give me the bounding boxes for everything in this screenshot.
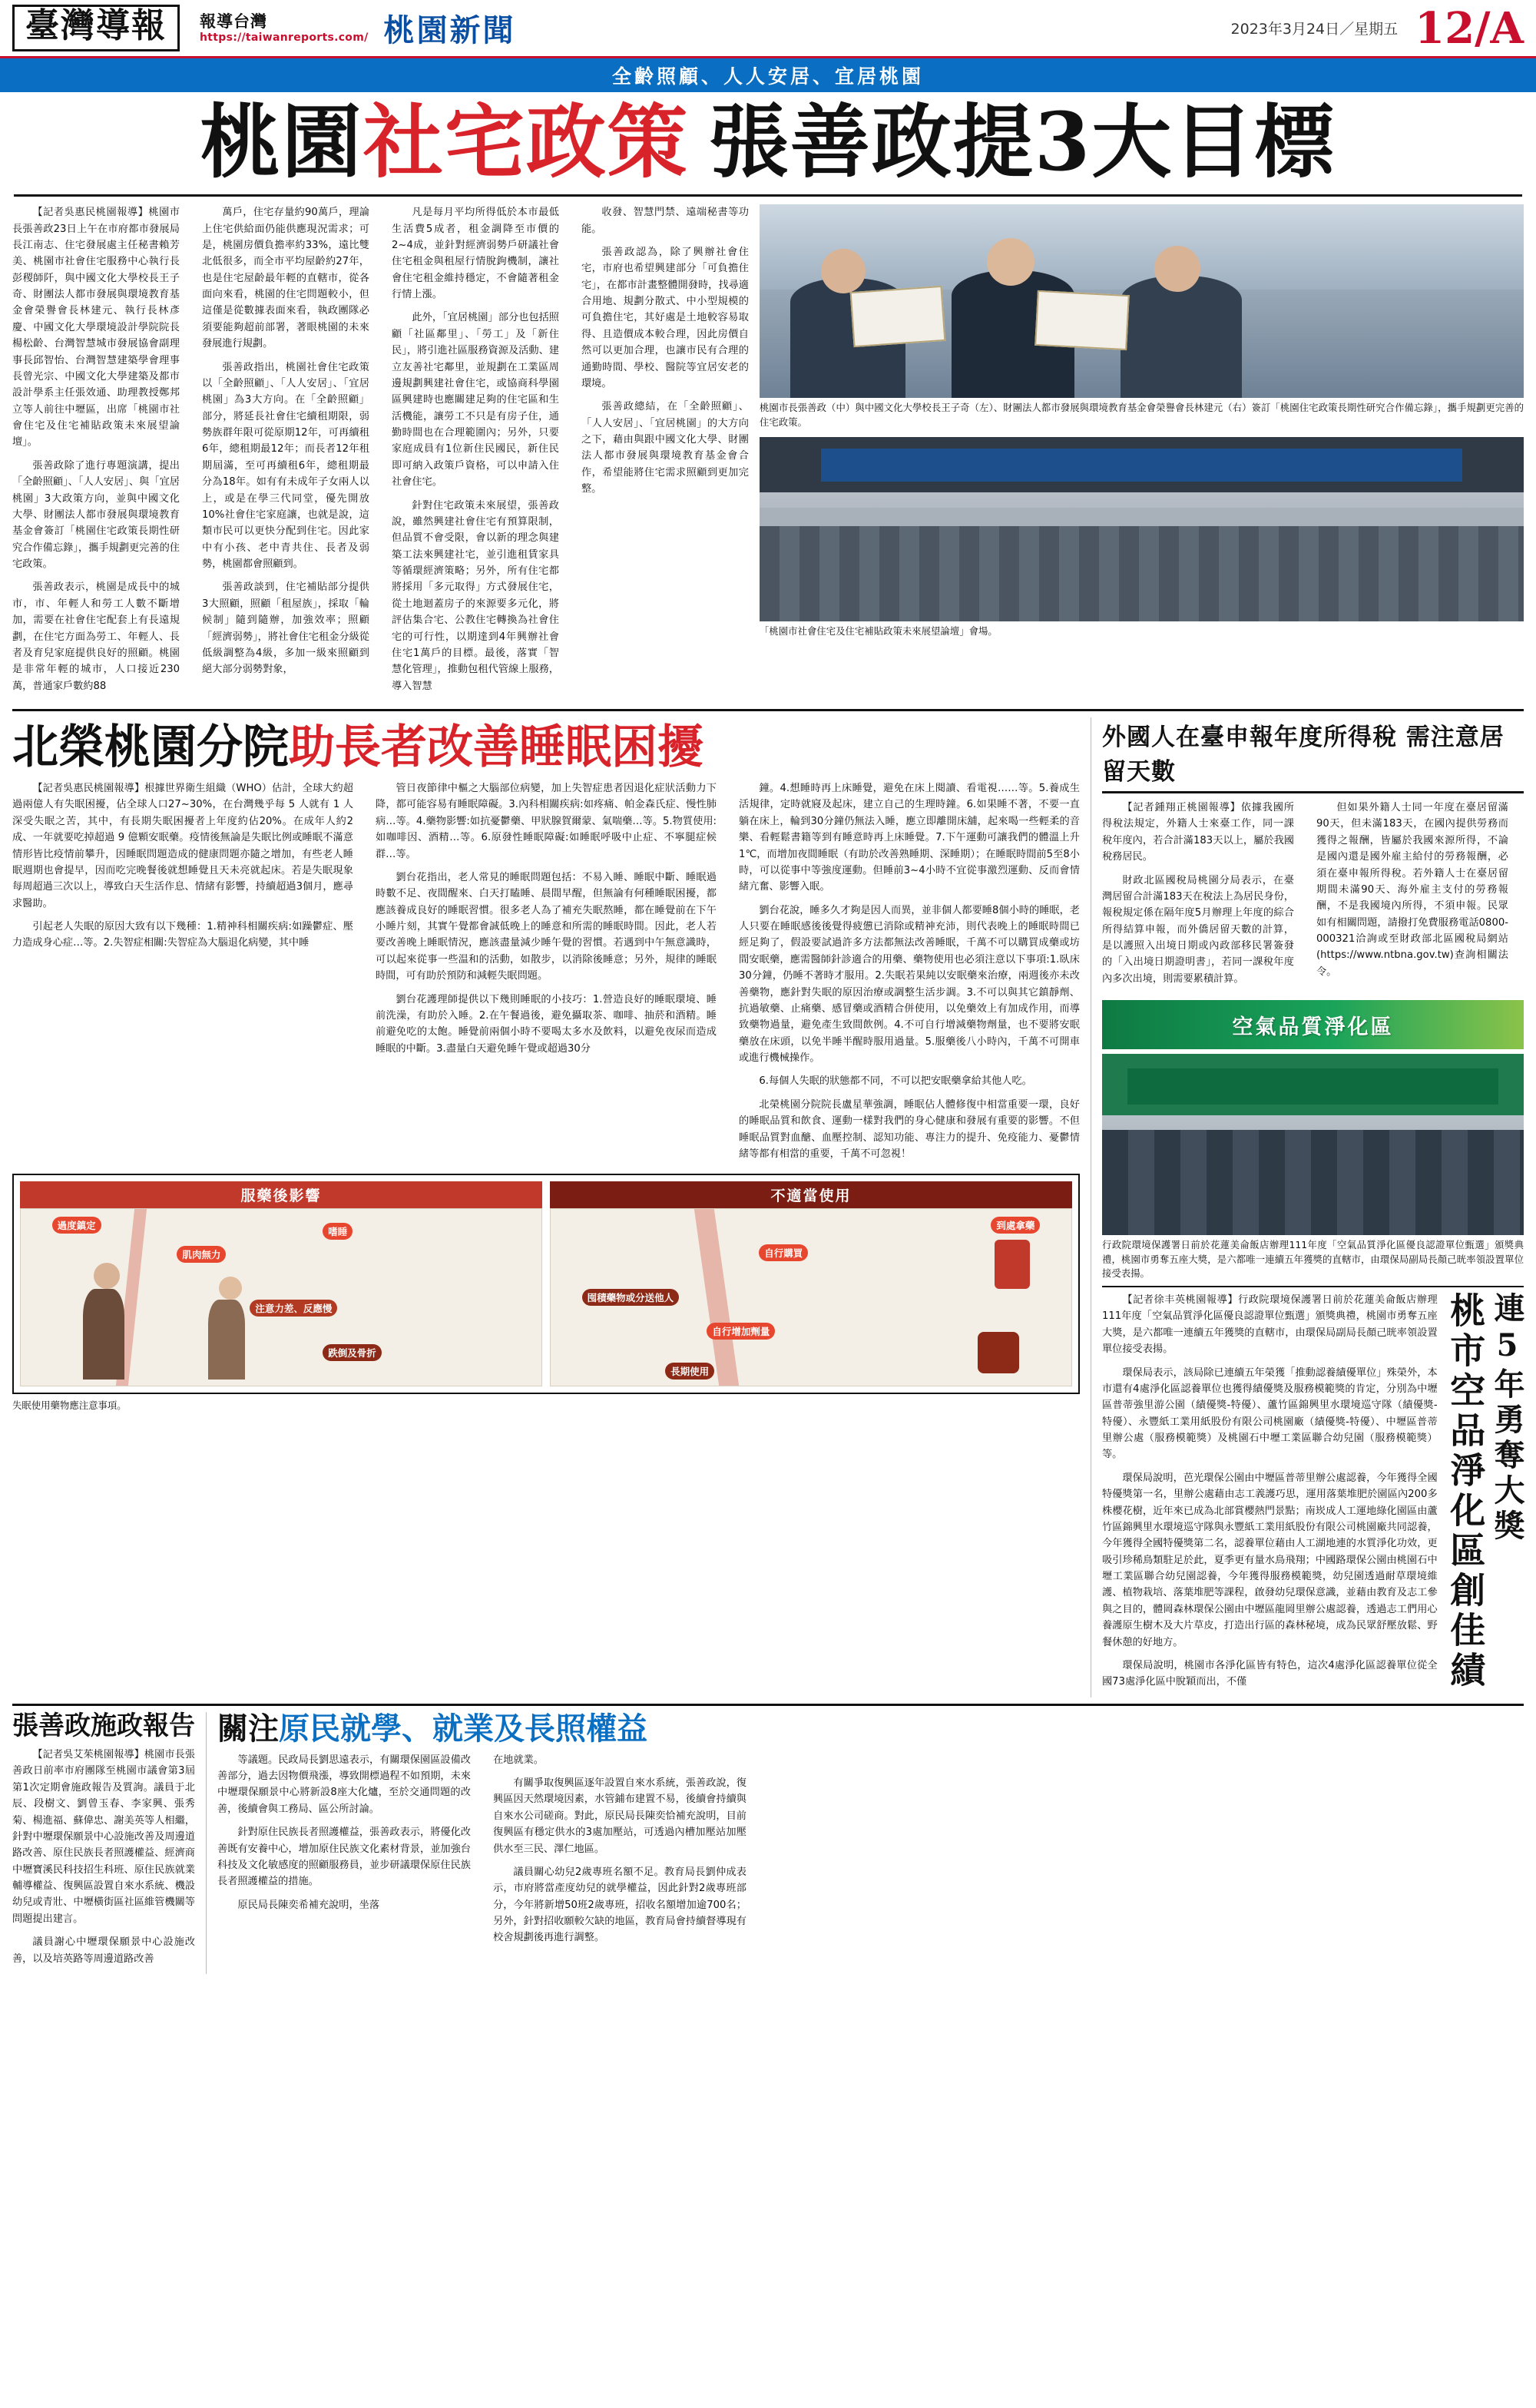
infographic-card-effects (20, 1181, 542, 1386)
story-sleep-columns (12, 780, 1080, 1169)
paragraph: 在地就業。 (493, 1754, 544, 1766)
main-headline-wrap (0, 92, 1536, 188)
photo-caption-1: 桃園市長張善政（中）與中國文化大學校長王子奇（左）、財團法人都市發展與環境教育基金會榮譽會長林建元（右）簽訂「桃園住宅政策長期性研究合作備忘錄」，攜手規劃更完善的住宅政策。 (760, 402, 1524, 428)
infographic-card-2-body (550, 1208, 1072, 1386)
paragraph: 【記者鍾翔正桃園報導】依據我國所得稅法規定，外籍人士來臺工作，同一課稅年度內，若合計滿183天以上，屬於我國稅務居民。 (1102, 802, 1294, 863)
section-divider (1102, 1286, 1524, 1287)
logo-text: 臺灣導報 (12, 5, 180, 51)
lead-story-block (12, 204, 1524, 701)
paragraph: 針對住宅政策未來展望，張善政說，雖然興建社會住宅有預算限制，但品質不會受限，會以新的理念與建築工法來興建社宅，並引進租賃家具等循環經濟策略；另外，所有住宅都將採用「多元取得」方式發展住宅，從土地迴蓋房子的來源要多元化，將評估集合宅、公教住宅轉換為社會住宅的可行性，以期達到4年興辦社會住宅1萬戶的目標。最後，落實「智慧化管理」，推動包租代管線上服務，導入智慧 (392, 499, 559, 692)
story-sleep (12, 717, 1080, 1412)
paragraph: 劉台花指出，老人常見的睡眠問題包括：不易入睡、睡眠中斷、睡眠過時數不足、夜間醒來、白天打瞌睡、晨間早醒，但無論有何種睡眠困擾，都應該養成良好的睡眠習慣。很多老人為了補充失眠熬睡，都在睡覺前在下午小睡片刻，其實午覺都會誠低晚上的睡意和所需的睡眠時間。因此，老人若要改善晚上睡眠情況，應該盡量減少睡午覺的習慣。若遇到中午無意識時，可以起來從事一些温和的活動，如散步，以消除後睡意；另外，規律的睡眠時間，可有助於預防和減輕失眠問題。 (376, 871, 717, 982)
infographic-card-2-title: 不適當使用 (550, 1181, 1072, 1208)
paragraph: 【記者吳惠民桃園報導】桃園市長張善政23日上午在市府都市發展局長江南志、住宅發展處主任秘書賴芳美、桃園市社會住宅服務中心執行長彭稷師阡，與中國文化大學校長王子奇、財團法人都市發展與環境教育基金會榮譽會長林建元、執行長林彥慶、中國文化大學環境設計學院院長楊松齡、台灣智慧城市發展協會副理事長邱智怡、台灣智慧建築學會理事長曾光宗、中國文化大學建築及都市設計學系主任張效通、助理教授鄭邦立等人前往中壢區，出席「桃園市社會住宅及住宅補貼政策未來展望論壇」。 (12, 207, 180, 449)
infographic-card-misuse (550, 1181, 1072, 1386)
masthead-subtitle (200, 12, 369, 43)
story-indigenous-title-blue: 原民就學、就業及長照權益 (279, 1710, 647, 1747)
paragraph: 【記者徐丰英桃園報導】行政院環境保護署日前於花蓮美侖飯店辦理111年度「空氣品質淨化區優良認證單位甄選」頒獎典禮，桃園市勇奪五座大獎，是六都唯一連續五年獲獎的直轄市，由環保局副局長顏己晄率領設置單位接受表揚。 (1102, 1294, 1438, 1356)
tax-col-1 (1102, 800, 1294, 994)
infographic-tag: 囤積藥物或分送他人 (582, 1289, 680, 1306)
infographic-tag: 注意力差、反應慢 (250, 1300, 337, 1317)
slogan-banner: 全齡照顧、人人安居、宜居桃園 (0, 58, 1536, 92)
paragraph: 此外，「宜居桃園」部分也包括照顧「社區鄰里」、「勞工」及「新住民」，將引進社區服務資源及活動、建立友善社宅鄰里，並規劃在工業區周邊規劃興建社會住宅，或協商科學園區興建時也應關建足夠的住宅區和生活機能，讓勞工不只是有房子住，通勤時間也在合理範圍內；另外，只要家庭成員有1位新住民國民，新住民即可納入政策戶資格，可以申請入住社會住宅。 (392, 312, 559, 489)
paragraph: 鐘。4.想睡時再上床睡覺，避免在床上閱讀、看電視……等。5.養成生活規律，定時就寢及起床，建立自己的生理時鐘。6.如果睡不著，不要一直躺在床上，輪到30分鐘仍無法入睡，應立即離開床舖，起來喝一些輕柔的音樂、看輕鬆書籍等到有睡意時再上床睡覺。7.下午運動可讓我們的體溫上升1℃，而增加夜間睡眠（有助於改善熟睡期、深睡期）；在睡眠時間前5至8小時，可以從事中等強度運動。但睡前3~4小時不宜從事激烈運動、反而會情緒亢奮、影響入眠。 (739, 783, 1080, 893)
story-sleep-headline-red: 助長者改善睡眠困擾 (289, 720, 703, 775)
paragraph: 環保局說明，芭光環保公園由中壢區普蒂里辦公處認養，今年獲得全國特優獎第一名，里辦公處藉由志工義護巧思，運用落葉堆肥於園區內200多株櫻花樹，近年來已成為北部賞櫻熱門景點；南崁成人工運地綠化園區由蘆竹區錦興里水環境巡守隊與永豐紙工業用紙股份有限公司桃園廠共同認養，今年獲得全國特優獎第二名，認養單位藉由人工湖地連的水質淨化功效，更吸引珍稀鳥類駐足於此，夏季更有量水鳥飛翔；中國路環保公園由桃園石中壢工業區聯合幼兒園認養，今年獲得服務模範獎，幼兒園透過耐草環境維護、植物栽培、落葉堆肥等課程，啟發幼兒環保意識，並藉由教育及志工參與之目的，體岡森林環保公園由中壢區龍岡里辦公處認養，透過志工們用心養護原生樹木及大片草皮，打造出行區的森林秘境，成為民眾舒壓放鬆、野餐休憩的好地方。 (1102, 1472, 1438, 1648)
paragraph: 管日夜節律中樞之大腦部位病變，加上失智症患者因退化症狀活動力下降，都可能容易有睡眠障礙。3.內科相關疾病:如疼痛、帕金森氏症、慢性肺病…等。4.藥物影響:如抗憂鬱藥、甲狀腺賀爾蒙、氣喘藥…等。5.物質使用:如咖啡因、酒精…等。6.原發性睡眠障礙:如睡眠呼吸中止症、不寧腿症候群…等。 (376, 783, 717, 860)
indigenous-col-2 (493, 1752, 746, 1953)
story-sleep-headline-black: 北榮桃園分院 (12, 720, 289, 775)
air-vertical-title-main: 桃市空品淨化區創佳績 (1445, 1292, 1487, 1692)
lead-col-4 (581, 204, 749, 504)
photo-forum-venue (760, 437, 1524, 621)
masthead-right (1230, 2, 1524, 54)
paragraph: 有關爭取復興區逐年設置自來水系統，張善政說，復興區因天然環境因素，水管鋪布建置不易，後續會持續與自來水公司磋商。對此，原民局長陳奕恰補充說明，目前復興區有穩定供水的3處加壓站，可透過內槽加壓站加壓供水至三民、澤仁地區。 (493, 1777, 746, 1855)
infographic-tag: 自行購買 (759, 1244, 808, 1261)
story-indigenous (217, 1712, 755, 1953)
indigenous-columns (217, 1752, 755, 1953)
paragraph: 劉台花說，睡多久才夠是因人而異，並非個人都要睡8個小時的睡眠，老人只要在睡眠感後後覺得疲憊已消除或精神充沛，則代表晚上的睡眠時間已經足夠了，假設要試過許多方法都無法改善睡眠，千萬不可以購買成藥或坊間安眠藥，應需醫師針診適合的用藥、藥物使用也必須注意以下事項:1.臥床30分鐘，仍睡不著時才服用。2.失眠若果純以安眠藥來治療，兩週後亦未改善藥物，應針對失眠的原因治療或調整生活步調。3.不可以與其它鎮靜劑、抗過敏藥、止痛藥、感冒藥或酒精合併使用，以免藥效上有加成作用，而導致藥物過量，避免產生致間飲例。4.不可自行增減藥物劑量，也不要將安眠藥放在床頭，以免半睡半醒時服用過量。5.服藥後八小時內，千萬不可開車或進行機械操作。 (739, 904, 1080, 1065)
infographic-tag: 長期使用 (665, 1363, 714, 1380)
story-sleep-headline (12, 722, 1080, 773)
story-indigenous-title (217, 1712, 755, 1746)
air-vertical-titles (1445, 1292, 1524, 1691)
page-number: 12/A (1415, 2, 1524, 54)
masthead-url[interactable]: https://taiwanreports.com/ (200, 31, 369, 44)
paragraph: 張善政總結，在「全齡照顧」、「人人安居」、「宜居桃園」的大方向之下，藉由與跟中國文化大學、財團法人都市發展與環境教育基金會合作，希望能將住宅需求照顧到更加完整。 (581, 401, 749, 495)
paragraph: 議員關心幼兒2歲專班名額不足。教育局長劉仲成表示，市府將當產度幼兒的就學權益，因此針對2歲專班部分，今年將新增50班2歲專班，招收名額增加逾700名；另外，針對招收願較欠缺的地區，教育局會持續督導現有校舍規劃後再進行調整。 (493, 1866, 746, 1944)
paragraph: 張善政談到，住宅補貼部分提供3大照顧，照顧「租屋族」，採取「輪候制」隨到隨辦，加強效率；照顧「經濟弱勢」，將社會住宅租金分級從低級調整為4級，多加一級來照顧到絕大部分弱勢對象， (202, 581, 369, 676)
air-quality-banner: 空氣品質淨化區 (1102, 1000, 1524, 1049)
bottom-block (12, 1712, 1524, 1974)
story-air-block (1102, 1292, 1524, 1698)
paragraph: 原民局長陳奕希補充說明，坐落 (237, 1899, 380, 1911)
right-rail (1102, 717, 1524, 1698)
paragraph: 北榮桃園分院院長盧星華強調，睡眠佔人體修復中相當重要一環，良好的睡眠品質和飲食、運動一樣對我們的身心健康和發展有重要的影響。不但睡眠品質對血醣、血壓控制、認知功能、專注力的提升、免疫能力、憂鬱情緒等都有相當的重要，千萬不可忽視！ (739, 1098, 1080, 1160)
story-report-title-text: 張善政施政報告 (12, 1710, 195, 1741)
paragraph: 張善政表示，桃園是成長中的城市，市、年輕人和勞工人數不斷增加，需要在社會住宅配套上有長遠規劃，在住宅方面為勞工、年輕人、長者及育兒家庭提供良好的照顧。桃園是非常年輕的城市，人口接近230萬，普通家戶數約88 (12, 581, 180, 692)
mid-block (12, 717, 1524, 1698)
paragraph: 議員謝心中壢環保願景中心設施改善，以及培英路等周邊道路改善 (12, 1936, 195, 1965)
infographic-tag: 嗜睡 (323, 1223, 353, 1240)
paragraph: 收發、智慧門禁、遠端秘書等功能。 (581, 207, 749, 235)
masthead (0, 0, 1536, 58)
indigenous-col-1 (217, 1752, 471, 1920)
story-report-title (12, 1712, 195, 1741)
air-vertical-title-sub: 連5年勇奪大獎 (1489, 1292, 1525, 1545)
main-headline (14, 94, 1522, 189)
paragraph: 【記者吳惠民桃園報導】根據世界衛生組織（WHO）估計，全球大約超過兩億人有失眠困擾，佔全球人口27~30%，在台灣幾乎每 5 人就有 1 人深受失眠之苦，其中，有長期失眠困擾者上年度約佔20%。在成年人約2成、一年就要吃掉超過 9 億顆安眠藥。疫情後無論是失眠比例或睡眠不滿意情形皆比疫情前攀升，因睡眠問題造成的健康問題亦隨之增加，有些老人睡眠週期也會提早，因而吃完晚餐後就想睡覺且天未亮就起床。若是失眠現象每周超過三次以上，導致白天生活作息、情緒有影響，持續超過3個月，應尋求醫助。 (12, 783, 353, 909)
tax-col-2 (1316, 800, 1508, 987)
story-tax-columns (1102, 800, 1524, 994)
column-divider (206, 1712, 207, 1974)
infographic-tag: 自行增加劑量 (707, 1323, 775, 1340)
story-indigenous-title-black: 關注 (217, 1710, 279, 1747)
photo-caption-3: 行政院環境保護署日前於花蓮美侖飯店辦理111年度「空氣品質淨化區優良認證單位甄選」頒獎典禮，桃園市勇奪五座大獎，是六都唯一連續五年獲獎的直轄市，由環保局副局長顏己晄率領設置單位接受表揚。 (1102, 1239, 1524, 1280)
paragraph: 【記者吳艾茱桃園報導】桃園市長張善政日前率市府團隊至桃園市議會第3屆第1次定期會施政報告及質詢。議員于北辰、段樹文、劉曾玉春、李家興、張秀菊、楊進福、蘇偉忠、謝美英等人相繼，針對中壢環保願景中心設施改善及周邊道路改善、原住民族長者照護權益、經濟商中壢寶溪民科技招生科班、原住民族就業輔導權益、復興區設置自來水系統、機設幼兒或青壯、中壢橫街區社區維管機關等問題提出建言。 (12, 1749, 195, 1925)
paragraph: 萬戶，住宅存量約90萬戶，理論上住宅供給面仍能供應現況需求；可是，桃園房價負擔率約33%，遠比雙北低很多，而全市平均屋齡約27年，也是住宅屋齡最年輕的直轄市，從各面向來看，桃園的住宅問題較小，但這僅是從數據表面來看，執政團隊必須要能夠超前部署，著眼桃園的未來發展進行規劃。 (202, 207, 369, 350)
lead-photo-column (760, 204, 1524, 639)
paragraph: 環保局表示，該局除已連續五年榮獲「推動認養績優單位」殊榮外，本市還有4處淨化區認養單位也獲得績優獎及服務模範獎的肯定，分別為中壢區普蒂強里游公園（績優獎-特優）、蘆竹區錦興里水環境巡守隊（績優獎-特優）、永豐紙工業用紙股份有限公司桃園廠（績優獎-特優）、中壢區普蒂里辦公處（服務模範獎）及桃園石中壢工業區聯合幼兒園（服務模範獎）等。 (1102, 1366, 1438, 1461)
photo-signing-ceremony (760, 204, 1524, 398)
paragraph: 張善政指出，桃園社會住宅政策以「全齡照顧」、「人人安居」、「宜居桃園」為3大方向。在「全齡照顧」部分，將延長社會住宅續租期限，弱勢族群年限可從原期12年，可再續租6年，總租期最12年；而長者12年租期屆滿，至可再續租6年，總租期最分為18年。如有有未成年子女兩人以上，或是在學三代同堂，優先開放10%社會住宅家庭讓，也就是說，這類市民可以更快分配到住宅。因此家中有小孩、老中青共住、長者及弱勢，桃園都會照顧到。 (202, 361, 369, 571)
paragraph: 環保局說明，桃園市各淨化區皆有特色，這次4處淨化區認養單位從全國73處淨化區中脫穎而出，不僅 (1102, 1659, 1438, 1688)
paragraph: 等議題。民政局長劉思遠表示，有關環保園區設備改善部分，過去因物價飛漲，導致開標過程不如預期，未來中壢環保願景中心將新設8座大化爐，至於交通問題的改善，後續會與工務局、區公所討論。 (217, 1754, 471, 1815)
infographic-tag: 跌倒及骨折 (323, 1344, 382, 1361)
newspaper-logo (12, 5, 180, 51)
headline-part-2: 社宅政策 (362, 94, 689, 189)
photo-caption-2: 「桃園市社會住宅及住宅補貼政策未來展望論壇」會場。 (760, 625, 998, 638)
lead-col-1 (12, 204, 180, 701)
section-divider (12, 709, 1524, 711)
sleep-infographic (12, 1174, 1080, 1394)
publication-date: 2023年3月24日／星期五 (1230, 21, 1399, 38)
lead-col-3 (392, 204, 559, 701)
paragraph: 張善政認為，除了興辦社會住宅，市府也希望興建部分「可負擔住宅」，在都市計畫整體開發時，找尋適合用地、規劃分散式、中小型規模的可負擔住宅，其好處是土地較容易取得、且造價成本較合理，因此房價自然可以更加合理，也讓市民有合理的通勤時間、學校、醫院等宜居安老的環境。 (581, 246, 749, 389)
headline-part-3: 張善政提3大目標 (708, 94, 1336, 189)
sleep-col-2 (376, 780, 717, 1064)
paragraph: 針對原住民族長者照護權益，張善政表示，將優化改善既有安養中心，增加原住民族文化素材背景，並加強台科技及文化敏感度的照顧服務員，並步研議環保原住民族長者照護權益的措施。 (217, 1827, 471, 1888)
infographic-tag: 過度鎮定 (52, 1217, 101, 1234)
air-col-1 (1102, 1292, 1438, 1698)
paragraph: 6.每個人失眠的狀態都不同，不可以把安眠藥拿給其他人吃。 (759, 1075, 1032, 1088)
section-title: 桃園新聞 (383, 12, 516, 48)
lead-col-2 (202, 204, 369, 685)
paragraph: 劉台花護理師提供以下幾則睡眠的小技巧：1.營造良好的睡眠環境、睡前洗澡，有助於入睡。2.在午餐過後，避免攝取茶、咖啡、抽菸和酒精。睡前避免吃的太飽。睡覺前兩個小時不要喝太多水及飲料，以避免夜尿而造成睡眠的中斷。3.盡量白天避免睡午覺或超過30分 (376, 993, 717, 1055)
masthead-cn-line: 報導台灣 (200, 12, 267, 31)
page-body (0, 197, 1536, 1974)
sleep-col-1 (12, 780, 353, 959)
paragraph: 凡是每月平均所得低於本市最低生活費5成者，租金調降至市價的2~4成，並針對經濟弱勢戶研議社會住宅租金與租屋行情脫鉤機制，讓社會住宅租金維持穩定，不會隨著租金行情上漲。 (392, 207, 559, 301)
section-divider (12, 1704, 1524, 1706)
photo-award-ceremony (1102, 1054, 1524, 1235)
story-tax-title: 外國人在臺申報年度所得稅 需注意居留天數 (1102, 717, 1524, 793)
infographic-tag: 肌肉無力 (177, 1246, 226, 1263)
paragraph: 但如果外籍人士同一年度在臺居留滿90天，但未滿183天，在國內提供勞務而獲得之報酬，皆屬於我國來源所得，不論是國內還是國外雇主給付的勞務報酬，必須在臺申報所得稅。若外籍人士在臺居留期間未滿90天、海外雇主支付的勞務報酬，不是我國境內所得，不須申報。民眾如有相關問題，請撥打免費服務電話0800-000321洽詢或至財政部北區國稅局網站(https://www.ntbna.gov.tw)查詢相關法令。 (1316, 802, 1508, 978)
infographic-card-1-body (20, 1208, 542, 1386)
infographic-card-1-title: 服藥後影響 (20, 1181, 542, 1208)
infographic-tag: 到處拿藥 (991, 1217, 1040, 1234)
infographic-caption: 失眠使用藥物應注意事項。 (12, 1399, 127, 1412)
story-report (12, 1712, 195, 1974)
report-col-1 (12, 1747, 195, 1967)
headline-part-1: 桃園 (200, 94, 363, 189)
paragraph: 張善政除了進行專題演講，提出「全齡照顧」、「人人安居」、與「宜居桃園」3大政策方向，並與中國文化大學、財團法人都市發展與環境教育基金會簽訂「桃園住宅政策長期性研究合作備忘錄」，攜手規劃更完善的住宅政策。 (12, 459, 180, 571)
sleep-col-3 (739, 780, 1080, 1169)
paragraph: 財政北區國稅局桃園分局表示，在臺灣居留合計滿183天在稅法上為居民身份，報稅規定係在隔年度5月辦理上年度的綜合所得結算申報，而外僑居留天數的計算，是以護照入出境日期或內政部移民署簽發的「入出境日期證明書」，若同一課稅年度內多次出境，則需要累積計算。 (1102, 874, 1294, 985)
paragraph: 引起老人失眠的原因大致有以下幾種：1.精神科相關疾病:如躁鬱症、壓力造成身心症…等。2.失智症相關:失智症為大腦退化病變，其中睡 (12, 921, 353, 949)
